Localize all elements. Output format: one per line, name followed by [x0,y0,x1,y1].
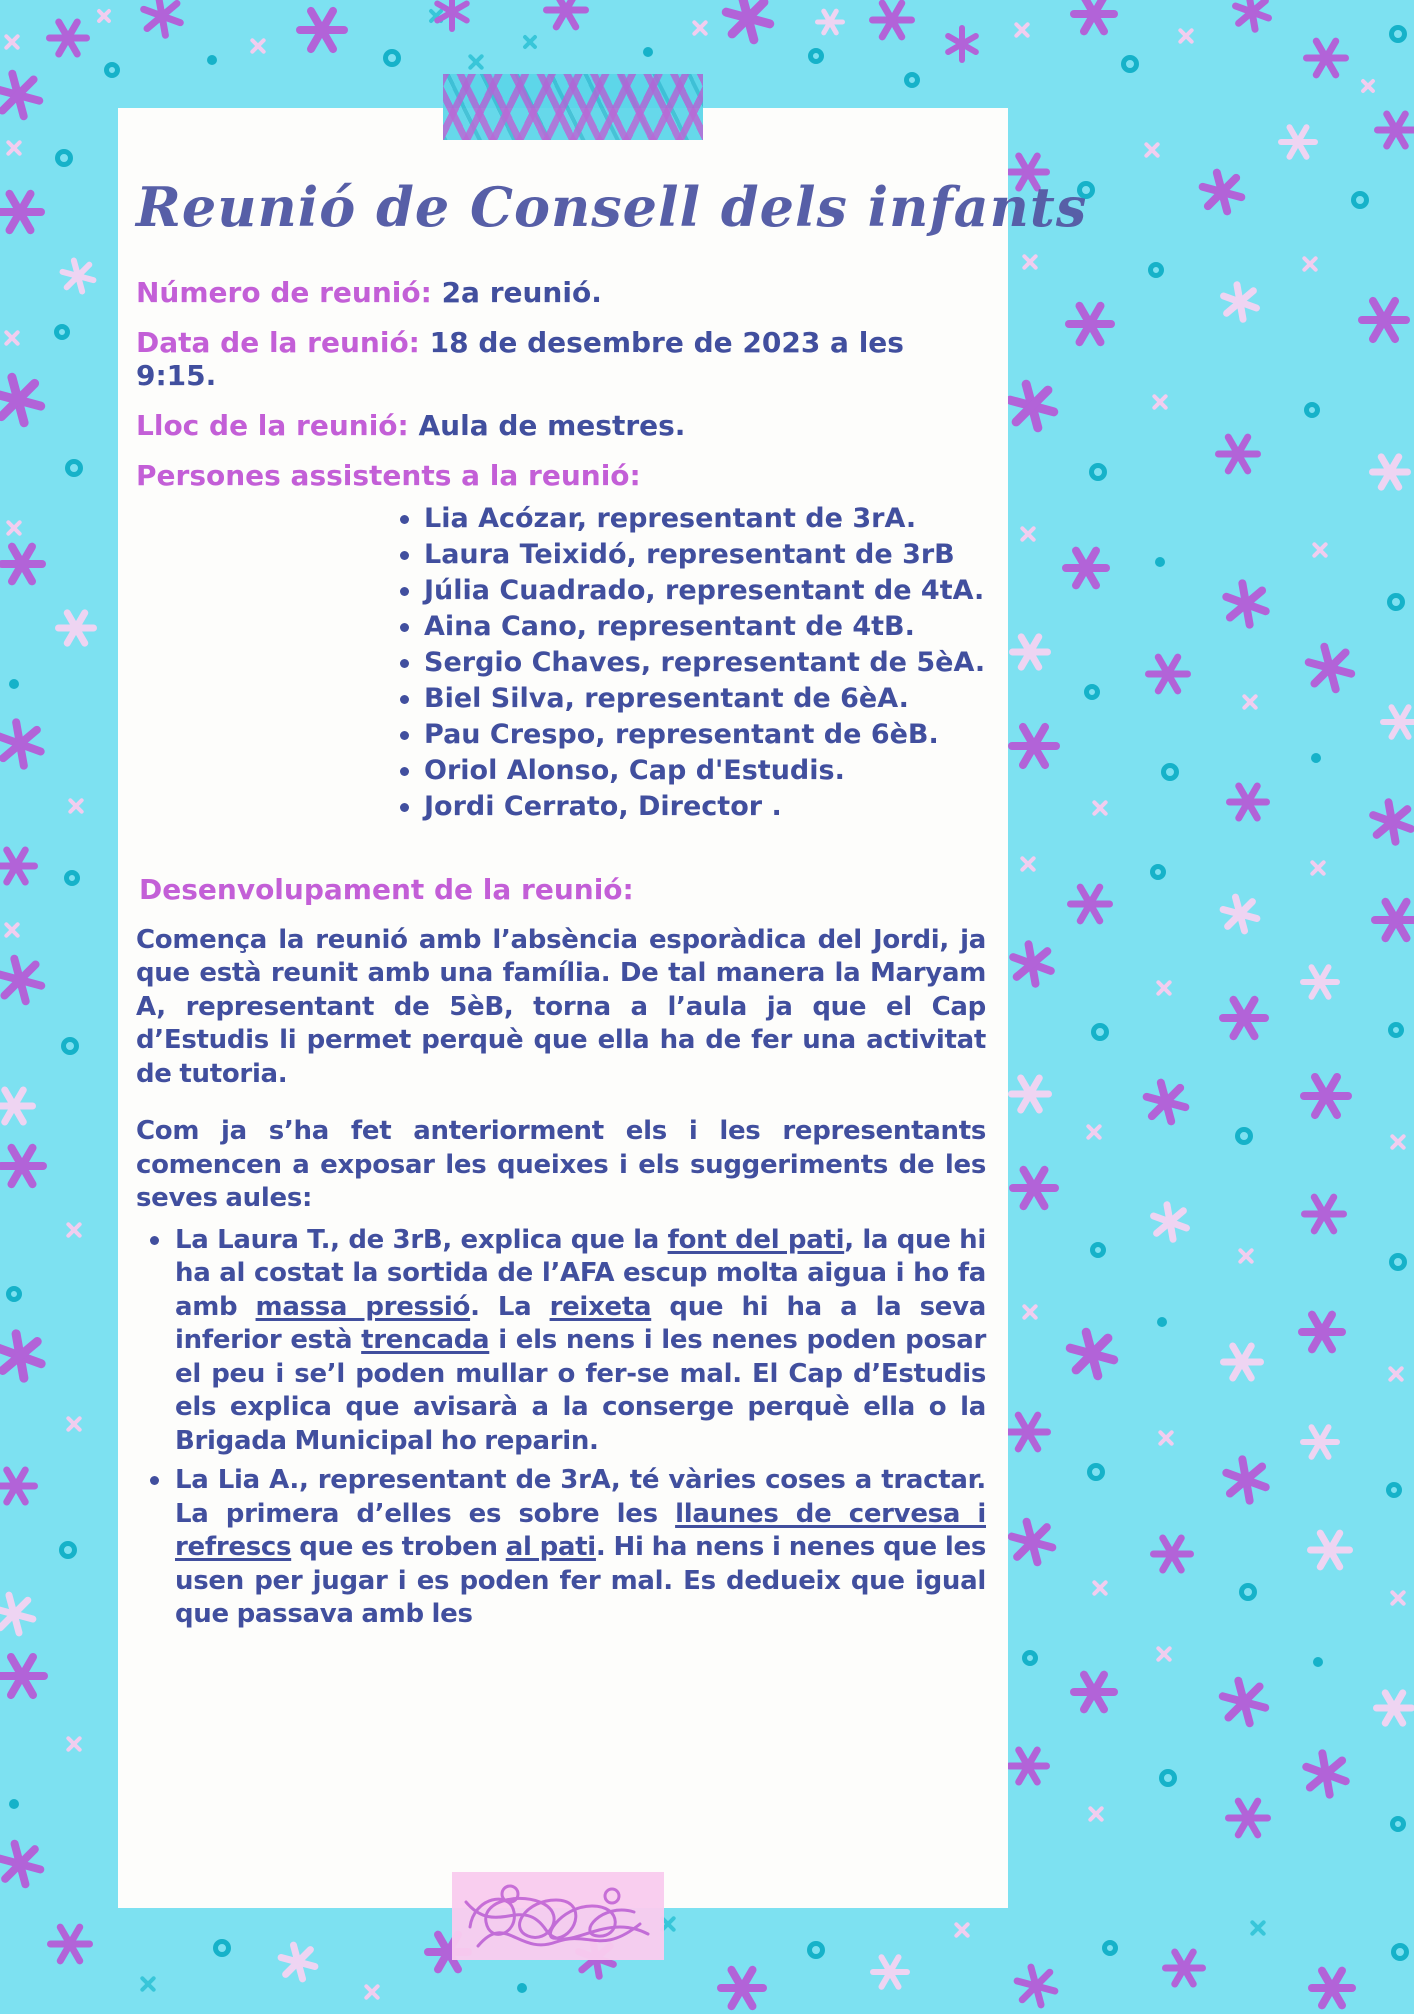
asterisk-decoration-icon [0,844,38,888]
ring-dot-decoration-icon [1087,1463,1105,1481]
scribble-decoration-icon [452,1872,664,1960]
asterisk-decoration-icon [0,711,53,778]
text-run: que hi ha a la seva inferior està [175,1291,987,1355]
x-mark-decoration-icon [64,1414,84,1434]
asterisk-decoration-icon [1298,1308,1346,1356]
meta-date-value: 18 de desembre de 2023 a les 9:15. [136,325,904,392]
x-mark-decoration-icon [1018,524,1038,544]
asterisk-decoration-icon [296,4,348,56]
issues-list [136,1224,986,1632]
ring-dot-decoration-icon [1121,55,1139,73]
development-paragraph: Com ja s’ha fet anteriorment els i les representants comencen a exposar les queixes i els suggeriments de les seves aules: [136,1116,986,1213]
x-mark-decoration-icon [95,7,113,25]
x-mark-decoration-icon [362,1982,382,2002]
text-run: La Laura T., de 3rB, explica que la [175,1224,668,1255]
asterisk-decoration-icon [0,1141,47,1191]
asterisk-decoration-icon [1059,1321,1125,1387]
asterisk-decoration-icon [1278,122,1318,162]
asterisk-decoration-icon [543,0,589,33]
ring-dot-decoration-icon [1091,1023,1109,1041]
underlined-text: reixeta [549,1291,652,1322]
asterisk-decoration-icon [1145,651,1191,697]
asterisk-decoration-icon [1212,1670,1276,1734]
asterisk-decoration-icon [1067,881,1113,927]
x-mark-decoration-icon [1020,252,1040,272]
meta-number-label: Número de reunió: [136,275,432,309]
asterisk-decoration-icon [1371,895,1414,945]
asterisk-decoration-icon [55,607,97,649]
x-mark-decoration-icon [1300,254,1320,274]
asterisk-decoration-icon [1307,1527,1353,1573]
ring-dot-decoration-icon [65,459,83,477]
ring-dot-decoration-icon [1022,1650,1038,1666]
dot-decoration-icon [517,1983,527,1993]
asterisk-decoration-icon [1009,631,1051,673]
asterisk-decoration-icon [0,187,45,237]
underlined-text: llaunes de cervesa i refrescs [175,1498,986,1562]
ring-dot-decoration-icon [808,48,824,64]
x-mark-decoration-icon [1142,140,1162,160]
asterisk-decoration-icon [1303,35,1349,81]
asterisk-decoration-icon [1225,0,1279,39]
x-mark-decoration-icon [138,1974,158,1994]
dot-decoration-icon [207,55,217,65]
asterisk-decoration-icon [0,540,46,588]
asterisk-decoration-icon [1214,572,1278,636]
asterisk-decoration-icon [1294,1742,1358,1806]
ring-dot-decoration-icon [1387,593,1405,611]
asterisk-decoration-icon [1008,720,1060,772]
meta-number-row [136,276,986,309]
asterisk-decoration-icon [1137,1073,1196,1132]
asterisk-decoration-icon [1308,1964,1356,2012]
attendee-item: Aina Cano, representant de 4tB. [398,609,986,645]
asterisk-decoration-icon [1070,0,1118,38]
meta-place-row [136,409,986,442]
development-heading: Desenvolupament de la reunió: [139,872,634,906]
dot-decoration-icon [1313,1657,1323,1667]
ring-dot-decoration-icon [1304,402,1320,418]
ring-dot-decoration-icon [1090,1242,1106,1258]
asterisk-decoration-icon [1214,888,1265,939]
text-run: i els nens i les nenes poden posar el peu i se’l poden mullar o fer-se mal. El Cap d’Estudis els explica que avisarà a la conserge perquè ella o la Brigada Municipal ho reparin. [175,1325,986,1456]
washi-tape-top [443,74,703,140]
ring-dot-decoration-icon [1235,1127,1253,1145]
ring-dot-decoration-icon [55,149,73,167]
asterisk-decoration-icon [1150,1532,1194,1576]
asterisk-decoration-icon [1300,1070,1352,1122]
x-mark-decoration-icon [2,32,22,52]
x-mark-decoration-icon [1386,1364,1406,1384]
x-mark-decoration-icon [1248,1918,1268,1938]
asterisk-decoration-icon [1001,933,1063,995]
asterisk-decoration-icon [1300,1422,1340,1462]
asterisk-decoration-icon [1298,636,1362,700]
underlined-text: al pati [505,1532,596,1562]
x-mark-decoration-icon [1154,978,1174,998]
asterisk-decoration-icon [1143,1195,1197,1249]
x-mark-decoration-icon [1388,1588,1408,1608]
attendee-item: Oriol Alonso, Cap d'Estudis. [398,753,986,789]
asterisk-decoration-icon [272,1936,323,1987]
ring-dot-decoration-icon [383,49,401,67]
x-mark-decoration-icon [1150,392,1170,412]
asterisk-decoration-icon [1214,1448,1278,1512]
asterisk-decoration-icon [0,948,52,1012]
issue-item [136,1224,986,1459]
x-mark-decoration-icon [1240,692,1260,712]
underlined-text: massa pressió [255,1291,471,1322]
meta-place-label: Lloc de la reunió: [136,408,409,442]
asterisk-decoration-icon [133,0,192,45]
asterisk-decoration-icon [46,16,90,60]
text-run: . La [470,1291,550,1322]
asterisk-decoration-icon [1070,1668,1118,1716]
x-mark-decoration-icon [1156,1428,1176,1448]
document-card [118,108,1088,1908]
attendee-item: Sergio Chaves, representant de 5èA. [398,645,986,681]
text-run: . Hi ha nens i nenes que les usen per jugar i es poden fer mal. Es dedueix que igual que passava amb les [175,1532,986,1629]
ring-dot-decoration-icon [1161,763,1179,781]
asterisk-decoration-icon [0,1464,38,1508]
asterisk-decoration-icon [1301,1191,1347,1237]
text-run: La Lia A., representant de 3rA, té vàries coses a tractar. La primera d’elles es sobre les [175,1465,986,1529]
underlined-text: font del pati [667,1224,845,1255]
asterisk-decoration-icon [1193,163,1252,222]
ring-dot-decoration-icon [1388,1022,1404,1038]
ring-dot-decoration-icon [1351,191,1369,209]
asterisk-decoration-icon [715,0,781,51]
asterisk-decoration-icon [1226,780,1270,824]
asterisk-decoration-icon [0,1084,36,1128]
document-title: Reunió de Consell dels infants [136,175,1088,239]
asterisk-decoration-icon [1373,1687,1414,1729]
ring-dot-decoration-icon [54,324,70,340]
x-mark-decoration-icon [1084,1122,1104,1142]
x-mark-decoration-icon [66,796,86,816]
asterisk-decoration-icon [717,1963,767,2013]
asterisk-decoration-icon [0,1833,51,1894]
ring-dot-decoration-icon [1389,25,1407,43]
asterisk-decoration-icon [1008,1072,1052,1116]
ring-dot-decoration-icon [1159,1769,1177,1787]
asterisk-decoration-icon [1361,791,1414,853]
asterisk-decoration-icon [1374,108,1414,152]
text-run: , la que hi ha al costat la sortida de l’AFA escup molta aigua i ho fa amb [175,1224,986,1322]
ring-dot-decoration-icon [1391,1943,1409,1961]
asterisk-decoration-icon [1220,1340,1264,1384]
x-mark-decoration-icon [1018,854,1038,874]
x-mark-decoration-icon [2,328,22,348]
meta-date-row [136,326,986,392]
x-mark-decoration-icon [952,1920,972,1940]
ring-dot-decoration-icon [1148,262,1164,278]
asterisk-decoration-icon [815,7,845,37]
x-mark-decoration-icon [2,920,22,940]
ring-dot-decoration-icon [213,1939,231,1957]
asterisk-decoration-icon [1369,451,1411,493]
asterisk-decoration-icon [0,366,52,435]
asterisk-decoration-icon [1300,962,1340,1002]
dot-decoration-icon [643,47,653,57]
asterisk-decoration-icon [1219,993,1269,1043]
asterisk-decoration-icon [936,18,988,70]
ring-dot-decoration-icon [1150,864,1166,880]
dot-decoration-icon [9,1799,19,1809]
x-mark-decoration-icon [1308,858,1328,878]
ring-dot-decoration-icon [64,870,80,886]
asterisk-decoration-icon [1225,1795,1271,1841]
x-mark-decoration-icon [690,18,710,38]
asterisk-decoration-icon [870,1952,910,1992]
x-mark-decoration-icon [1310,540,1330,560]
ring-dot-decoration-icon [1102,1940,1118,1956]
x-mark-decoration-icon [1154,1644,1174,1664]
ring-dot-decoration-icon [59,1541,77,1559]
x-mark-decoration-icon [1359,77,1377,95]
x-mark-decoration-icon [64,1220,84,1240]
asterisk-decoration-icon [1213,275,1267,329]
asterisk-decoration-icon [0,1321,55,1390]
underlined-text: trencada [361,1325,490,1355]
asterisk-decoration-icon [1062,544,1110,592]
dot-decoration-icon [9,679,19,689]
ring-dot-decoration-icon [1089,463,1107,481]
x-mark-decoration-icon [1090,1578,1110,1598]
attendee-item: Lia Acózar, representant de 3rA. [398,501,986,537]
asterisk-decoration-icon [55,253,102,300]
dot-decoration-icon [1157,1317,1167,1327]
ring-dot-decoration-icon [1386,1482,1402,1498]
asterisk-decoration-icon [1009,1163,1059,1213]
meta-place-value: Aula de mestres. [418,408,686,442]
ring-dot-decoration-icon [1239,1583,1257,1601]
asterisk-decoration-icon [999,373,1065,439]
x-mark-decoration-icon [521,33,539,51]
asterisk-decoration-icon [47,1921,93,1967]
ring-dot-decoration-icon [807,1941,825,1959]
ring-dot-decoration-icon [104,62,120,78]
asterisk-decoration-icon [0,63,50,127]
meta-date-label: Data de la reunió: [136,325,420,359]
asterisk-decoration-icon [1001,1511,1062,1572]
x-mark-decoration-icon [4,518,24,538]
x-mark-decoration-icon [1020,1302,1040,1322]
attendee-item: Biel Silva, representant de 6èA. [398,681,986,717]
asterisk-decoration-icon [869,0,915,43]
x-mark-decoration-icon [466,52,486,72]
x-mark-decoration-icon [1086,1804,1106,1824]
ring-dot-decoration-icon [61,1037,79,1055]
asterisk-decoration-icon [1162,1946,1206,1990]
ring-dot-decoration-icon [1084,684,1100,700]
asterisk-decoration-icon [1005,1409,1051,1455]
asterisk-decoration-icon [0,1650,48,1702]
asterisk-decoration-icon [1008,1958,1064,2014]
ring-dot-decoration-icon [1390,1816,1406,1832]
washi-tape-bottom [452,1872,664,1960]
dot-decoration-icon [1155,557,1165,567]
asterisk-decoration-icon [0,1586,42,1642]
asterisk-decoration-icon [1215,431,1261,477]
asterisk-decoration-icon [1006,1744,1050,1788]
asterisk-decoration-icon [425,0,480,39]
asterisk-decoration-icon [1358,294,1410,346]
development-paragraph: Comença la reunió amb l’absència esporàdica del Jordi, ja que està reunit amb una família. De tal manera la Maryam A, representant de 5èB, torna a l’aula ja que el Cap d’Estudis li permet perquè que ella ha de fer una activitat de tutoria. [136,924,986,1089]
x-mark-decoration-icon [1236,1246,1256,1266]
x-mark-decoration-icon [1176,26,1196,46]
text-run: que es troben [291,1532,506,1562]
attendees-heading: Persones assistents a la reunió: [136,458,641,492]
ring-dot-decoration-icon [904,72,920,88]
asterisk-decoration-icon [1380,702,1414,742]
attendee-item: Laura Teixidó, representant de 3rB [398,537,986,573]
attendee-item: Júlia Cuadrado, representant de 4tA. [398,573,986,609]
x-mark-decoration-icon [248,36,268,56]
attendee-item: Pau Crespo, representant de 6èB. [398,717,986,753]
x-mark-decoration-icon [1012,20,1032,40]
ring-dot-decoration-icon [1389,1253,1407,1271]
x-mark-decoration-icon [4,138,24,158]
attendees-list [398,501,986,825]
x-mark-decoration-icon [1090,798,1110,818]
issue-item [136,1464,986,1632]
x-mark-decoration-icon [64,1734,84,1754]
ring-dot-decoration-icon [6,1286,22,1302]
dot-decoration-icon [1311,753,1321,763]
attendee-item: Jordi Cerrato, Director . [398,789,986,825]
meta-number-value: 2a reunió. [441,275,602,309]
x-mark-decoration-icon [1388,1132,1408,1152]
asterisk-decoration-icon [1065,299,1115,349]
